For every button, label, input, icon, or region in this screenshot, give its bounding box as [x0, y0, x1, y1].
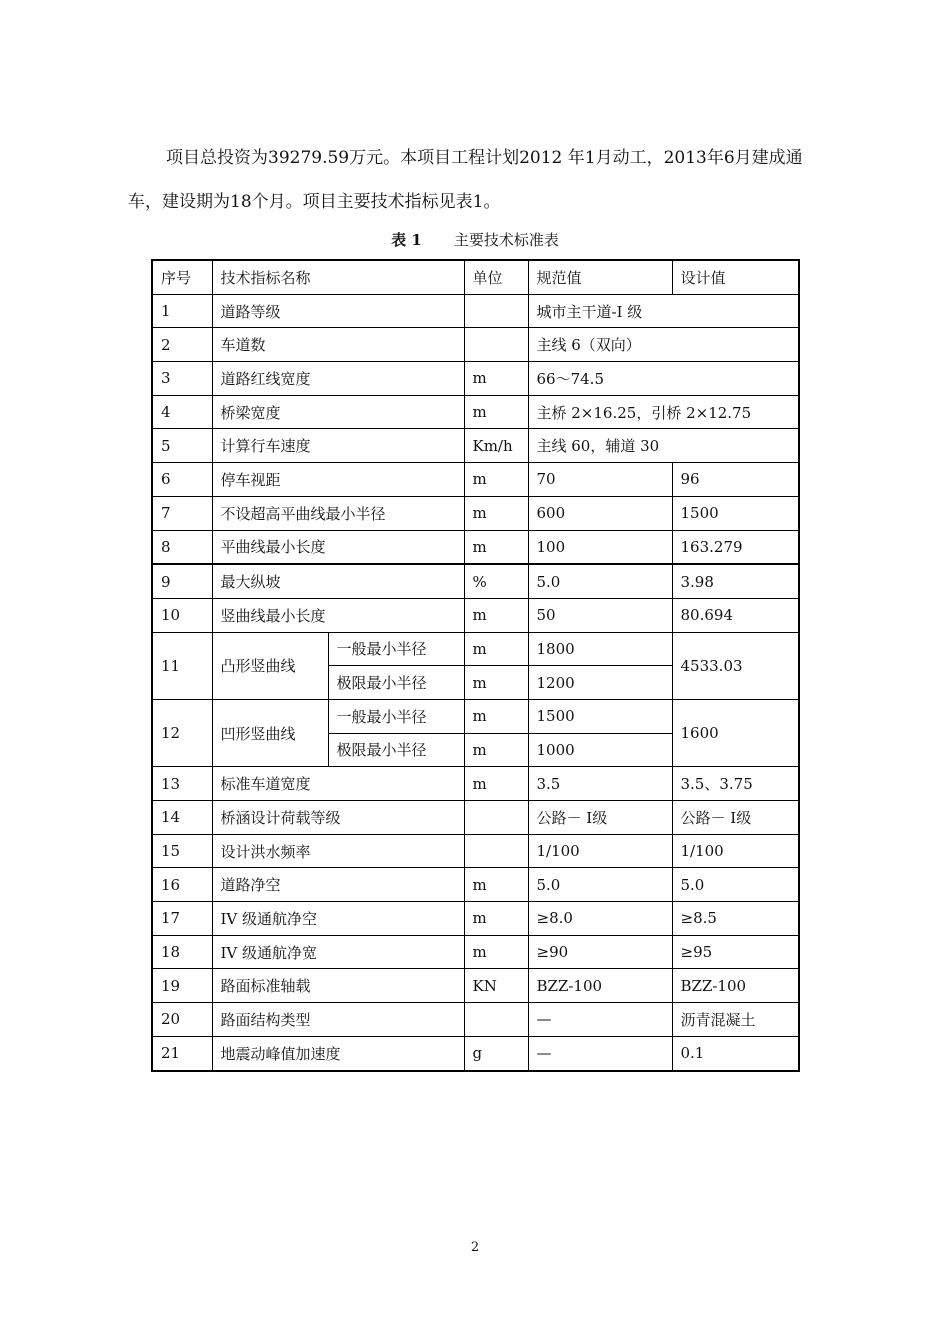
row-unit: m	[464, 666, 528, 700]
row-no: 13	[152, 767, 212, 801]
row-spec: 100	[528, 530, 672, 564]
row-unit: m	[464, 935, 528, 969]
row-subname: 极限最小半径	[328, 733, 464, 767]
table-row	[152, 463, 799, 497]
table-row	[152, 496, 799, 530]
row-design: ≥95	[672, 935, 799, 969]
row-unit: m	[464, 868, 528, 902]
row-no: 20	[152, 1003, 212, 1037]
row-no: 6	[152, 463, 212, 497]
row-no: 1	[152, 294, 212, 328]
row-name: 路面标准轴载	[212, 969, 464, 1003]
row-name: 平曲线最小长度	[212, 530, 464, 564]
row-name: 地震动峰值加速度	[212, 1036, 464, 1070]
row-spec: 600	[528, 496, 672, 530]
row-unit: KN	[464, 969, 528, 1003]
row-design: 4533.03	[672, 632, 799, 699]
row-name: 道路等级	[212, 294, 464, 328]
intro-text: 项目总投资为39279.59万元。本项目工程计划2012 年1月动工，2013年6月建成通车，建设期为18个月。项目主要技术指标见表1。	[128, 148, 803, 212]
row-no: 17	[152, 902, 212, 936]
intro-paragraph	[128, 136, 828, 224]
row-name: IV 级通航净空	[212, 902, 464, 936]
row-spec: 1800	[528, 632, 672, 666]
row-no: 9	[152, 564, 212, 598]
header-name: 技术指标名称	[212, 260, 464, 294]
table-row	[152, 429, 799, 463]
row-name: 凸形竖曲线	[212, 632, 328, 699]
row-spec: 1000	[528, 733, 672, 767]
row-no: 15	[152, 834, 212, 868]
table-row	[152, 530, 799, 564]
row-design: 1600	[672, 699, 799, 766]
row-no: 2	[152, 328, 212, 362]
row-design: 3.98	[672, 564, 799, 598]
table-row	[152, 1003, 799, 1037]
table-row	[152, 598, 799, 632]
row-no: 10	[152, 598, 212, 632]
row-no: 12	[152, 699, 212, 766]
row-unit: m	[464, 463, 528, 497]
row-no: 8	[152, 530, 212, 564]
table-row	[152, 395, 799, 429]
table-row	[152, 328, 799, 362]
row-spec: 3.5	[528, 767, 672, 801]
row-spec: 1500	[528, 699, 672, 733]
row-unit: %	[464, 564, 528, 598]
row-spec: 1200	[528, 666, 672, 700]
table-row	[152, 362, 799, 396]
header-spec: 规范值	[528, 260, 672, 294]
table-header-row	[152, 260, 799, 294]
row-unit: m	[464, 767, 528, 801]
page-number: 2	[470, 1240, 480, 1255]
row-spec: 5.0	[528, 868, 672, 902]
technical-standards-table	[151, 259, 800, 1072]
row-design: 96	[672, 463, 799, 497]
row-unit: m	[464, 632, 528, 666]
table-row	[152, 294, 799, 328]
row-spec: ≥8.0	[528, 902, 672, 936]
row-name: 路面结构类型	[212, 1003, 464, 1037]
row-spec: —	[528, 1036, 672, 1070]
row-name: 不设超高平曲线最小半径	[212, 496, 464, 530]
row-design: 3.5、3.75	[672, 767, 799, 801]
table-row	[152, 632, 799, 666]
header-design: 设计值	[672, 260, 799, 294]
row-name: 计算行车速度	[212, 429, 464, 463]
table-row	[152, 868, 799, 902]
row-no: 11	[152, 632, 212, 699]
row-spec: 5.0	[528, 564, 672, 598]
row-unit: m	[464, 496, 528, 530]
row-name: 凹形竖曲线	[212, 699, 328, 766]
row-no: 14	[152, 801, 212, 835]
row-spec: ≥90	[528, 935, 672, 969]
row-value: 主线 6（双向）	[528, 328, 799, 362]
row-value: 主线 60，辅道 30	[528, 429, 799, 463]
row-unit: m	[464, 598, 528, 632]
row-name: 桥梁宽度	[212, 395, 464, 429]
table-number: 表 1	[391, 231, 422, 249]
row-no: 19	[152, 969, 212, 1003]
row-unit: Km/h	[464, 429, 528, 463]
row-design: 163.279	[672, 530, 799, 564]
row-name: 停车视距	[212, 463, 464, 497]
row-name: 道路红线宽度	[212, 362, 464, 396]
header-unit: 单位	[464, 260, 528, 294]
table-row	[152, 767, 799, 801]
row-no: 5	[152, 429, 212, 463]
row-spec: 70	[528, 463, 672, 497]
row-unit: m	[464, 395, 528, 429]
table-title: 主要技术标准表	[453, 231, 559, 249]
row-name: 设计洪水频率	[212, 834, 464, 868]
row-no: 4	[152, 395, 212, 429]
row-unit	[464, 1003, 528, 1037]
row-value: 主桥 2×16.25，引桥 2×12.75	[528, 395, 799, 429]
row-design: 1500	[672, 496, 799, 530]
row-name: 道路净空	[212, 868, 464, 902]
row-no: 7	[152, 496, 212, 530]
row-design: 沥青混凝土	[672, 1003, 799, 1037]
row-design: 0.1	[672, 1036, 799, 1070]
table-row	[152, 834, 799, 868]
row-no: 21	[152, 1036, 212, 1070]
table-row	[152, 1036, 799, 1070]
table-row	[152, 935, 799, 969]
row-design: 1/100	[672, 834, 799, 868]
row-subname: 一般最小半径	[328, 699, 464, 733]
row-no: 3	[152, 362, 212, 396]
row-unit: m	[464, 699, 528, 733]
row-value: 66～74.5	[528, 362, 799, 396]
row-design: BZZ-100	[672, 969, 799, 1003]
row-unit: m	[464, 902, 528, 936]
row-design: ≥8.5	[672, 902, 799, 936]
header-no: 序号	[152, 260, 212, 294]
row-spec: BZZ-100	[528, 969, 672, 1003]
row-design: 5.0	[672, 868, 799, 902]
row-name: 最大纵坡	[212, 564, 464, 598]
row-name: 竖曲线最小长度	[212, 598, 464, 632]
row-unit: m	[464, 733, 528, 767]
row-no: 16	[152, 868, 212, 902]
table-row	[152, 801, 799, 835]
row-spec: —	[528, 1003, 672, 1037]
table-row	[152, 699, 799, 733]
row-unit: m	[464, 362, 528, 396]
row-subname: 极限最小半径	[328, 666, 464, 700]
table-caption	[0, 229, 950, 250]
row-spec: 公路－ I级	[528, 801, 672, 835]
row-no: 18	[152, 935, 212, 969]
row-name: 桥涵设计荷载等级	[212, 801, 464, 835]
row-unit	[464, 834, 528, 868]
row-design: 公路－ I级	[672, 801, 799, 835]
row-name: 标准车道宽度	[212, 767, 464, 801]
row-name: 车道数	[212, 328, 464, 362]
row-value: 城市主干道-I 级	[528, 294, 799, 328]
row-design: 80.694	[672, 598, 799, 632]
table-row	[152, 564, 799, 598]
row-subname: 一般最小半径	[328, 632, 464, 666]
table-row	[152, 902, 799, 936]
row-unit	[464, 294, 528, 328]
row-name: IV 级通航净宽	[212, 935, 464, 969]
row-unit	[464, 801, 528, 835]
row-spec: 50	[528, 598, 672, 632]
row-unit	[464, 328, 528, 362]
row-unit: g	[464, 1036, 528, 1070]
table-row	[152, 969, 799, 1003]
row-spec: 1/100	[528, 834, 672, 868]
row-unit: m	[464, 530, 528, 564]
